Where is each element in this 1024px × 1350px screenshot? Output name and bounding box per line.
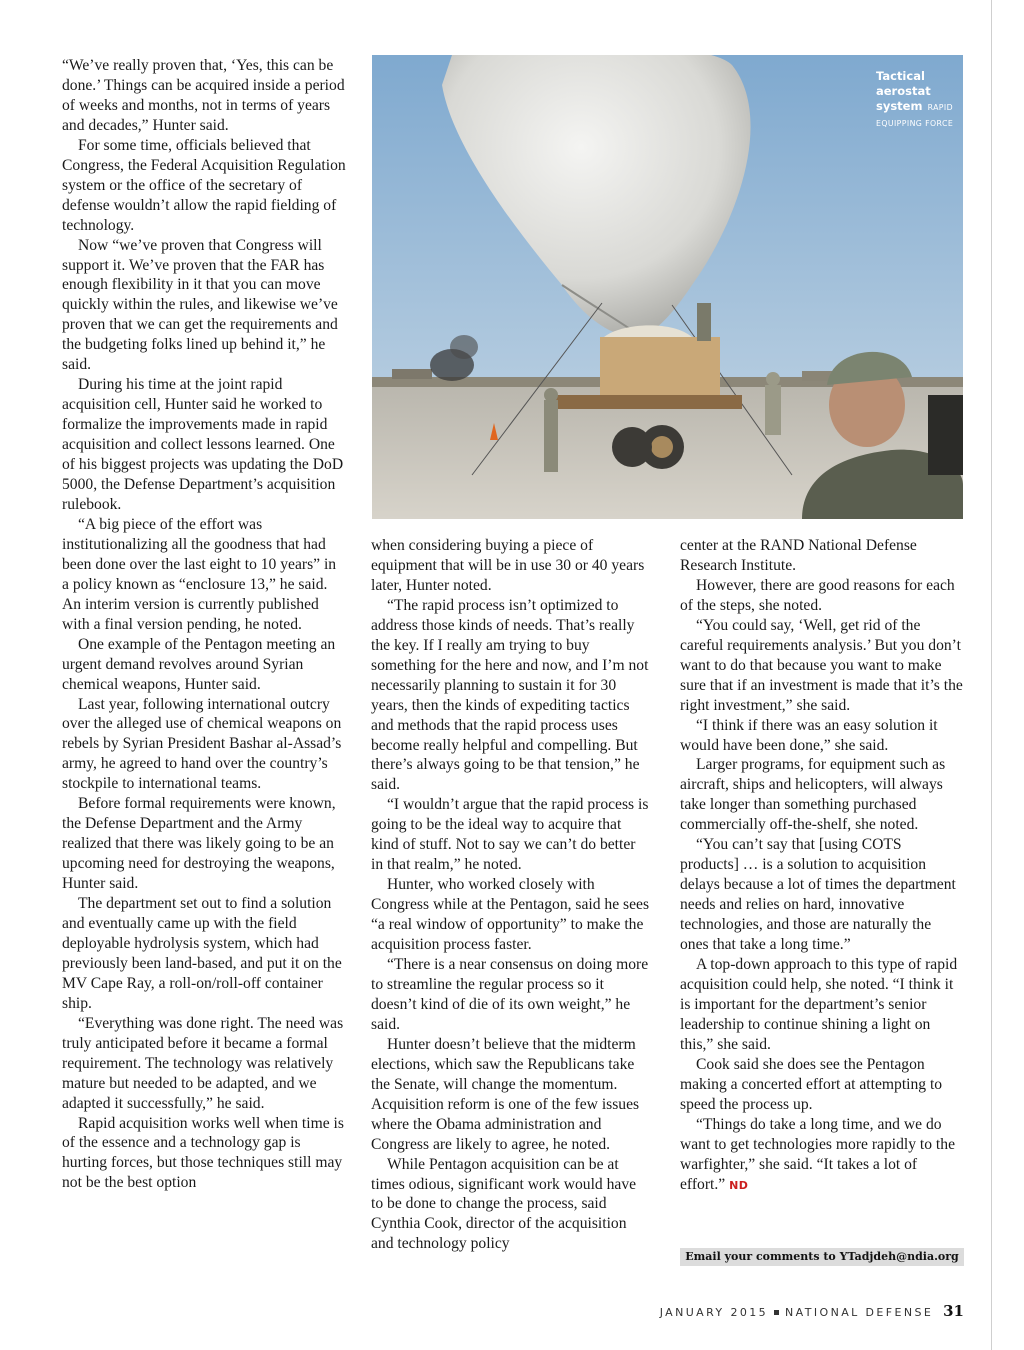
paragraph: Last year, following international outcry over the alleged use of chemical weapons on rebels by Syrian President Bashar al-Assad’s army, he agreed to hand over the country’s stockpile to international teams. [62, 695, 342, 793]
article-column-1 [62, 56, 346, 1193]
paragraph: The department set out to find a solution and eventually came up with the field deployable hydrolysis system, which had previously been land-based, and put it on the MV Cape Ray, a roll-on/roll-off container ship. [62, 895, 342, 1012]
paragraph: “The rapid process isn’t optimized to address those kinds of needs. That’s really the key. If I really am trying to buy something for the here and now, and I’m not necessarily planning to sustain it for 30 years, then the kinds of expediting tactics and methods that the rapid process uses become really helpful and compelling. But there’s always going to be that tension,” he said. [371, 596, 649, 794]
paragraph [680, 1115, 963, 1196]
paragraph: While Pentagon acquisition can be at times odious, significant work would have to be done to change the process, said Cynthia Cook, director of the acquisition and technology policy [371, 1155, 637, 1253]
aerostat-photo-image [372, 55, 963, 519]
caption-source: RAPID EQUIPPING FORCE [876, 103, 954, 128]
paragraph: One example of the Pentagon meeting an urgent demand revolves around Syrian chemical weapons, Hunter said. [62, 635, 336, 693]
paragraph: “We’ve really proven that, ‘Yes, this can be done.’ Things can be acquired inside a period of weeks and months, not in terms of years and decades,” Hunter said. [62, 57, 345, 134]
article-column-2 [371, 536, 650, 1254]
aerostat-photo [372, 55, 963, 519]
paragraph: For some time, officials believed that Congress, the Federal Acquisition Regulation system or the office of the secretary of defense wouldn’t allow the rapid fielding of technology. [62, 136, 346, 234]
paragraph: “Everything was done right. The need was truly anticipated before it became a formal requirement. The technology was relatively mature but needed to be adapted, and we adapted it successfully,” he said. [62, 1014, 344, 1112]
photo-caption [876, 68, 960, 130]
email-address[interactable]: YTadjdeh@ndia.org [839, 1250, 959, 1263]
paragraph: Before formal requirements were known, the Defense Department and the Army realized that there was likely going to be an upcoming need for destroying the weapons, Hunter said. [62, 795, 336, 893]
caption-title: Tactical aerostat system [876, 69, 931, 113]
paragraph: A top-down approach to this type of rapid acquisition could help, she noted. “I think it is important for the department’s senior leadership to continue shining a light on this,” she said. [680, 956, 958, 1053]
page-edge-rule [991, 0, 992, 1350]
footer-separator [774, 1310, 779, 1315]
paragraph: Hunter, who worked closely with Congress while at the Pentagon, said he sees “a real window of opportunity” to make the acquisition process faster. [371, 876, 650, 954]
paragraph: “I wouldn’t argue that the rapid process is going to be the ideal way to acquire that kind of stuff. Not to say we can’t do better in that realm,” he noted. [371, 796, 649, 874]
paragraph: center at the RAND National Defense Research Institute. [680, 537, 917, 574]
paragraph: “You could say, ‘Well, get rid of the careful requirements analysis.’ But you don’t want to do that because you want to make sure that if an investment is made that it’s the right investment,” she said. [680, 616, 963, 714]
paragraph: Rapid acquisition works well when time is of the essence and a technology gap is hurting forces, but those techniques still may not be the best option [62, 1114, 344, 1192]
email-comments-bar [680, 1248, 964, 1266]
page-number: 31 [943, 1302, 964, 1320]
paragraph: During his time at the joint rapid acquisition cell, Hunter said he worked to formalize the improvements made in rapid acquisition and collect lessons learned. One of his biggest projects was updating the DoD 5000, the Defense Department’s acquisition rulebook. [62, 376, 344, 513]
paragraph-text: “Things do take a long time, and we do want to get technologies more rapidly to the warfighter,” she said. “It takes a lot of effort.” [680, 1115, 955, 1193]
paragraph: Hunter doesn’t believe that the midterm elections, which saw the Republicans take the Senate, will change the momentum. Acquisition reform is one of the few issues where the Obama administration and Congress are likely to agree, he noted. [371, 1035, 640, 1153]
email-prefix: Email your comments to [685, 1250, 836, 1263]
paragraph: when considering buying a piece of equipment that will be in use 30 or 40 years later, Hunter noted. [371, 537, 645, 594]
footer-publication: NATIONAL DEFENSE [785, 1306, 934, 1319]
paragraph: Now “we’ve proven that Congress will support it. We’ve proven that the FAR has enough flexibility in it that you can move quickly within the rules, and likewise we’ve proven that we can get the requirements and the budgeting folks lined up behind it,” he said. [62, 236, 338, 374]
footer-issue: JANUARY 2015 [659, 1306, 769, 1319]
paragraph: “You can’t say that [using COTS products] … is a solution to acquisition delays because a lot of times the department needs and relies on hard, innovative technologies, and those are naturally the ones that take a long time.” [680, 836, 956, 954]
paragraph: However, there are good reasons for each of the steps, she noted. [680, 576, 955, 614]
paragraph: “I think if there was an easy solution it would have been done,” she said. [680, 716, 938, 754]
article-column-3 [680, 536, 963, 1195]
page-footer [660, 1302, 964, 1320]
paragraph: Cook said she does see the Pentagon making a concerted effort at attempting to speed the process up. [680, 1055, 943, 1113]
paragraph: “There is a near consensus on doing more to streamline the regular process so it doesn’t kind of die of its own weight,” he said. [371, 956, 649, 1033]
paragraph: “A big piece of the effort was institutionalizing all the goodness that had been done over the last eight to 10 years” in a policy known as “enclosure 13,” he said. An interim version is currently published with a final version pending, he noted. [62, 515, 337, 633]
paragraph: Larger programs, for equipment such as aircraft, ships and helicopters, will always take longer than something purchased commercially off-the-shelf, she noted. [680, 756, 946, 834]
end-mark: ND [729, 1178, 749, 1192]
